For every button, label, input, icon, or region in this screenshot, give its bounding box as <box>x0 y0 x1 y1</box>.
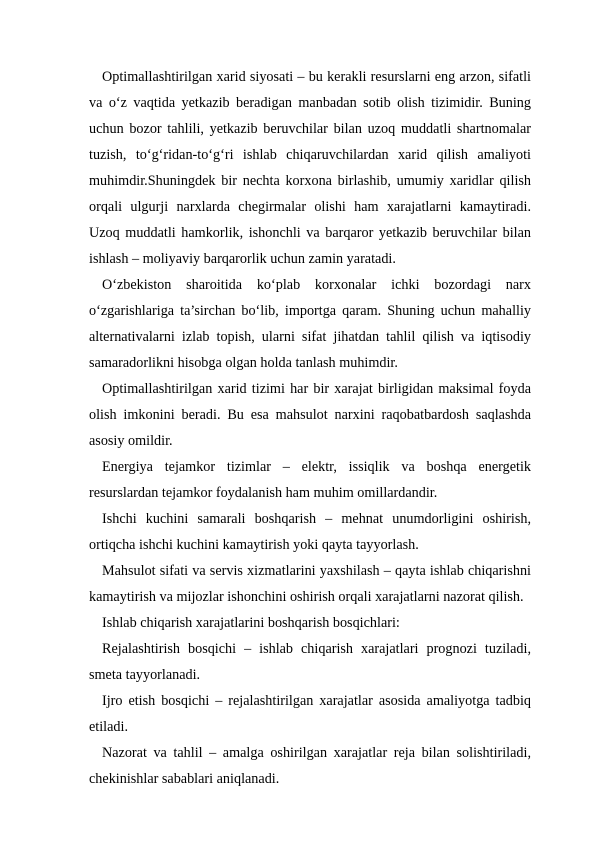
paragraph-xarid-tizimi: Optimallashtirilgan xarid tizimi har bir xarajat birligidan maksimal foyda olish imkonini beradi. Bu esa mahsulot narxini raqobatbardosh saqlashda asosiy omildir. <box>89 381 531 449</box>
paragraph-rejalashtirish: Rejalashtirish bosqichi – ishlab chiqarish xarajatlari prognozi tuziladi, smeta tayyorlanadi. <box>89 641 531 683</box>
document-page <box>89 64 531 792</box>
paragraph-mahsulot-sifati: Mahsulot sifati va servis xizmatlarini yaxshilash – qayta ishlab chiqarishni kamaytirish va mijozlar ishonchini oshirish orqali xarajatlarni nazorat qilish. <box>89 563 531 605</box>
paragraph-ijro: Ijro etish bosqichi – rejalashtirilgan xarajatlar asosida amaliyotga tadbiq etiladi. <box>89 693 531 735</box>
paragraph-bosqichlar-heading: Ishlab chiqarish xarajatlarini boshqarish bosqichlari: <box>102 615 400 631</box>
paragraph-xarid-siyosati: Optimallashtirilgan xarid siyosati – bu kerakli resurslarni eng arzon, sifatli va o‘z vaqtida yetkazib beradigan manbadan sotib olish tizimidir. Buning uchun bozor tahlili, yetkazib beruvchilar bilan uzoq muddatli shartnomalar tuzish, to‘g‘ridan-to‘g‘ri ishlab chiqaruvchilardan xarid qilish amaliyoti muhimdir.Shuningdek bir nechta korxona birlashib, umumiy xaridlar qilish orqali ulgurji narxlarda chegirmalar olishi ham xarajatlarni kamaytiradi. Uzoq muddatli hamkorlik, ishonchli va barqaror yetkazib beruvchilar bilan ishlash – moliyaviy barqarorlik uchun zamin yaratadi. <box>89 69 531 267</box>
paragraph-energiya: Energiya tejamkor tizimlar – elektr, issiqlik va boshqa energetik resurslardan tejamkor foydalanish ham muhim omillardandir. <box>89 459 531 501</box>
paragraph-ozbekiston-sharoiti: O‘zbekiston sharoitida ko‘plab korxonalar ichki bozordagi narx o‘zgarishlariga ta’sirchan bo‘lib, importga qaram. Shuning uchun mahalliy alternativalarni izlab topish, ularni sifat jihatdan tahlil qilish va iqtisodiy samaradorlikni hisobga olgan holda tanlash muhimdir. <box>89 277 531 371</box>
paragraph-nazorat: Nazorat va tahlil – amalga oshirilgan xarajatlar reja bilan solishtiriladi, chekinishlar sabablari aniqlanadi. <box>89 745 531 787</box>
paragraph-ishchi-kuchi: Ishchi kuchini samarali boshqarish – mehnat unumdorligini oshirish, ortiqcha ishchi kuchini kamaytirish yoki qayta tayyorlash. <box>89 511 531 553</box>
